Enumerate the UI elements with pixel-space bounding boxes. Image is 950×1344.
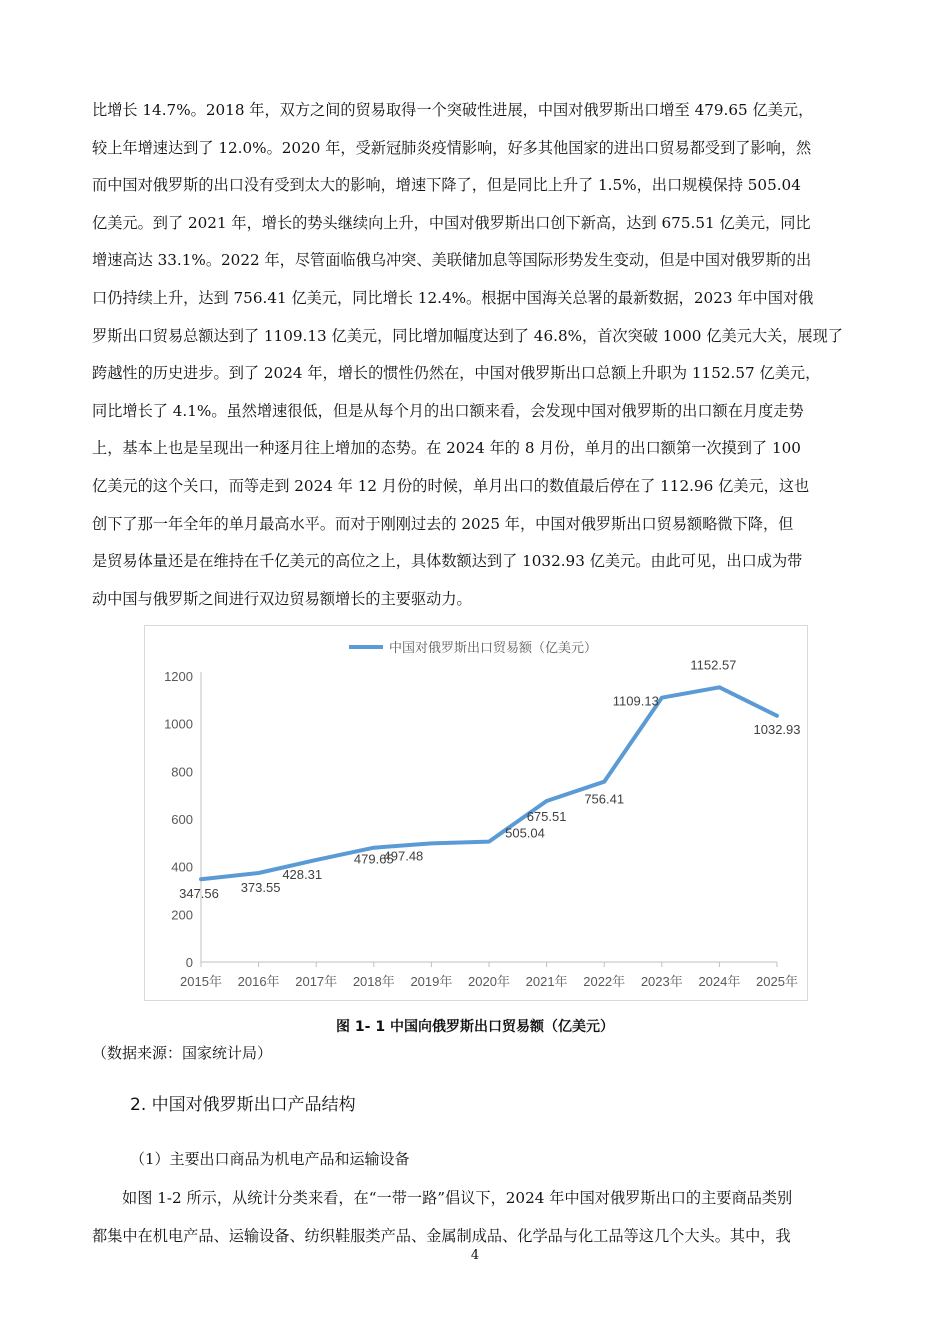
data-label: 505.04 xyxy=(505,825,545,841)
legend-label: 中国对俄罗斯出口贸易额（亿美元） xyxy=(389,640,598,655)
data-label: 1032.93 xyxy=(753,721,801,737)
chart-svg xyxy=(145,626,807,1000)
y-tick-label: 400 xyxy=(171,859,193,875)
text-line: 上，基本上也是呈现出一种逐月往上增加的态势。在 2024 年的 8 月份，单月的出口额第一次摸到了 100 xyxy=(92,439,801,458)
chart-legend xyxy=(349,640,597,655)
page-number: 4 xyxy=(470,1248,480,1263)
text-line: 都集中在机电产品、运输设备、纺织鞋服类产品、金属制成品、化学品与化工品等这几个大头。其中，我 xyxy=(92,1226,791,1245)
data-label: 756.41 xyxy=(584,791,625,807)
data-label: 675.51 xyxy=(526,809,567,825)
x-tick-label: 2017年 xyxy=(295,974,338,989)
y-tick-label: 1000 xyxy=(164,716,193,732)
x-tick-label: 2022年 xyxy=(583,974,626,989)
x-tick-label: 2024年 xyxy=(698,974,741,989)
text-line: 较上年增速达到了 12.0%。2020 年，受新冠肺炎疫情影响，好多其他国家的进出口贸易都受到了影响，然 xyxy=(92,138,812,157)
data-labels xyxy=(179,657,800,901)
y-tick-label: 0 xyxy=(185,955,193,970)
text-line: 增速高达 33.1%。2022 年，尽管面临俄乌冲突、美联储加息等国际形势发生变动，但是中国对俄罗斯的出 xyxy=(92,251,812,270)
section-heading: 2. 中国对俄罗斯出口产品结构 xyxy=(130,1095,356,1115)
x-tick-label: 2018年 xyxy=(352,974,395,989)
x-tick-label: 2021年 xyxy=(525,974,568,989)
text-line: 亿美元的这个关口，而等走到 2024 年 12 月份的时候，单月出口的数值最后停在了 112.96 亿美元，这也 xyxy=(92,476,810,495)
x-tick-label: 2019年 xyxy=(410,974,453,989)
data-label: 373.55 xyxy=(240,879,281,895)
y-tick-label: 800 xyxy=(171,764,193,780)
x-tick-label: 2020年 xyxy=(468,974,510,989)
y-tick-label: 200 xyxy=(171,907,193,923)
y-axis xyxy=(164,669,201,970)
x-tick-label: 2016年 xyxy=(237,974,280,989)
data-label: 479.65 xyxy=(353,851,394,867)
data-label: 428.31 xyxy=(282,866,323,882)
text-line: 同比增长了 4.1%。虽然增速很低，但是从每个月的出口额来看，会发现中国对俄罗斯的出口额在月度走势 xyxy=(92,401,804,420)
text-line: 动中国与俄罗斯之间进行双边贸易额增长的主要驱动力。 xyxy=(92,589,472,608)
y-tick-label: 1200 xyxy=(164,669,193,684)
text-line: 罗斯出口贸易总额达到了 1109.13 亿美元，同比增加幅度达到了 46.8%，首次突破 1000 亿美元大关，展现了 xyxy=(92,326,843,345)
data-label: 497.48 xyxy=(383,848,424,864)
text-line: 口仍持续上升，达到 756.41 亿美元，同比增长 12.4%。根据中国海关总署的最新数据，2023 年中国对俄 xyxy=(92,288,814,307)
text-line: 而中国对俄罗斯的出口没有受到太大的影响，增速下降了，但是同比上升了 1.5%，出口规模保持 505.04 xyxy=(92,176,801,195)
body-paragraph xyxy=(92,92,860,618)
subheading: （1）主要出口商品为机电产品和运输设备 xyxy=(130,1150,410,1168)
body-paragraph-2 xyxy=(92,1180,860,1255)
figure-caption: 图 1- 1 中国向俄罗斯出口贸易额（亿美元） xyxy=(336,1019,614,1035)
series-line xyxy=(201,687,777,879)
text-line: 亿美元。到了 2021 年，增长的势头继续向上升，中国对俄罗斯出口创下新高，达到 675.51 亿美元，同比 xyxy=(92,213,811,232)
x-axis xyxy=(180,962,798,989)
line-chart xyxy=(144,625,808,1001)
data-label: 1152.57 xyxy=(690,657,737,673)
text-line: 如图 1-2 所示，从统计分类来看，在“一带一路”倡议下，2024 年中国对俄罗斯出口的主要商品类别 xyxy=(122,1189,793,1207)
y-tick-label: 600 xyxy=(171,812,193,827)
data-label: 347.56 xyxy=(179,886,219,902)
x-tick-label: 2025年 xyxy=(756,974,798,989)
text-line: 创下了那一年全年的单月最高水平。而对于刚刚过去的 2025 年，中国对俄罗斯出口贸易额略微下降，但 xyxy=(92,514,794,533)
data-source: （数据来源：国家统计局） xyxy=(92,1044,273,1062)
series-line-group xyxy=(201,687,777,879)
text-line: 比增长 14.7%。2018 年，双方之间的贸易取得一个突破性进展，中国对俄罗斯出口增至 479.65 亿美元， xyxy=(92,101,814,119)
x-tick-label: 2015年 xyxy=(180,974,222,989)
text-line: 是贸易体量还是在维持在千亿美元的高位之上，具体数额达到了 1032.93 亿美元。由此可见，出口成为带 xyxy=(92,552,803,571)
data-label: 1109.13 xyxy=(612,693,659,709)
x-tick-label: 2023年 xyxy=(640,974,683,989)
text-line: 跨越性的历史进步。到了 2024 年，增长的惯性仍然在，中国对俄罗斯出口总额上升职为 1152.57 亿美元， xyxy=(92,364,821,383)
